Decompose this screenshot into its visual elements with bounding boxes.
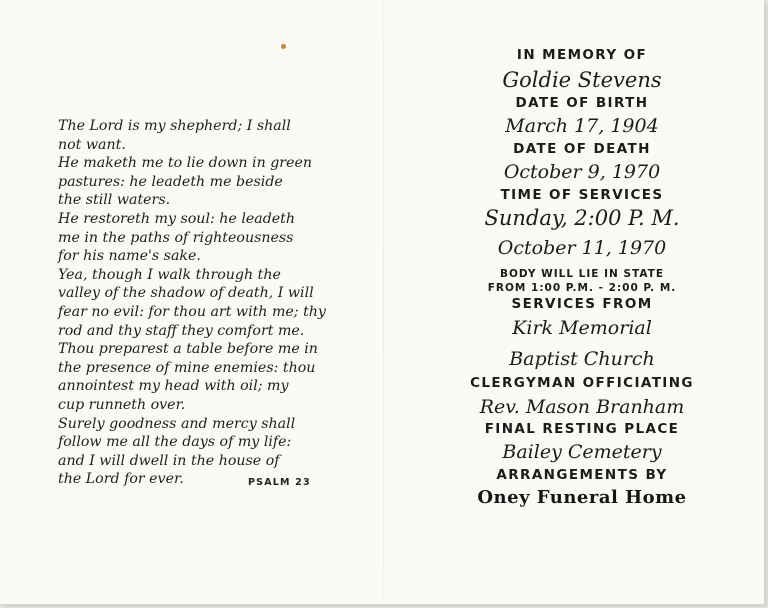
- psalm-line: Yea, though I walk through the: [58, 266, 281, 283]
- clergy-label: CLERGYMAN OFFICIATING: [470, 375, 694, 391]
- memorial-panel: [432, 47, 732, 508]
- card-fold: [383, 0, 384, 604]
- clergy-name: Rev. Mason Branham: [479, 396, 685, 418]
- psalm-line: the presence of mine enemies: thou: [58, 359, 316, 376]
- psalm-line: valley of the shadow of death, I will: [58, 285, 314, 302]
- church-name-line2: Baptist Church: [509, 348, 655, 370]
- psalm-line: Thou preparest a table before me in: [58, 341, 318, 358]
- psalm-line: and I will dwell in the house of: [58, 452, 280, 469]
- psalm-line: cup runneth over.: [58, 396, 186, 413]
- services-date: October 11, 1970: [497, 237, 667, 259]
- resting-place-label: FINAL RESTING PLACE: [484, 421, 680, 437]
- lie-in-state-line1: BODY WILL LIE IN STATE: [500, 268, 664, 280]
- resting-place: Bailey Cemetery: [502, 441, 662, 463]
- psalm-text: [58, 117, 358, 489]
- psalm-reference: PSALM 23: [248, 477, 311, 488]
- in-memory-heading: IN MEMORY OF: [516, 47, 648, 63]
- psalm-line: rod and thy staff they comfort me.: [58, 322, 305, 339]
- death-label: DATE OF DEATH: [513, 141, 651, 157]
- psalm-line: the still waters.: [58, 192, 171, 209]
- birth-date: March 17, 1904: [505, 115, 659, 137]
- services-time-label: TIME OF SERVICES: [500, 187, 664, 203]
- arrangements-label: ARRANGEMENTS BY: [496, 467, 668, 483]
- psalm-line: me in the paths of righteousness: [58, 229, 294, 246]
- psalm-line: fear no evil: for thou art with me; thy: [58, 303, 326, 320]
- church-name-line1: Kirk Memorial: [512, 317, 652, 339]
- lie-in-state-line2: FROM 1:00 P.M. - 2:00 P. M.: [487, 282, 677, 294]
- paper-speck: [281, 44, 286, 49]
- psalm-line: pastures: he leadeth me beside: [58, 173, 283, 190]
- psalm-line: He maketh me to lie down in green: [58, 155, 313, 172]
- services-time: Sunday, 2:00 P. M.: [484, 206, 680, 230]
- psalm-line: The Lord is my shepherd; I shall: [58, 118, 291, 134]
- funeral-home-name: Oney Funeral Home: [477, 487, 687, 508]
- services-from-label: SERVICES FROM: [511, 296, 653, 312]
- psalm-line: not want.: [58, 136, 126, 153]
- psalm-line: for his name's sake.: [58, 248, 201, 265]
- psalm-line: annointest my head with oil; my: [58, 378, 289, 395]
- psalm-line: follow me all the days of my life:: [58, 434, 292, 451]
- death-date: October 9, 1970: [503, 161, 661, 183]
- psalm-line: Surely goodness and mercy shall: [58, 415, 296, 432]
- psalm-line: He restoreth my soul: he leadeth: [58, 210, 296, 227]
- deceased-name: Goldie Stevens: [502, 68, 662, 92]
- birth-label: DATE OF BIRTH: [515, 95, 649, 111]
- psalm-line: the Lord for ever.: [58, 471, 184, 488]
